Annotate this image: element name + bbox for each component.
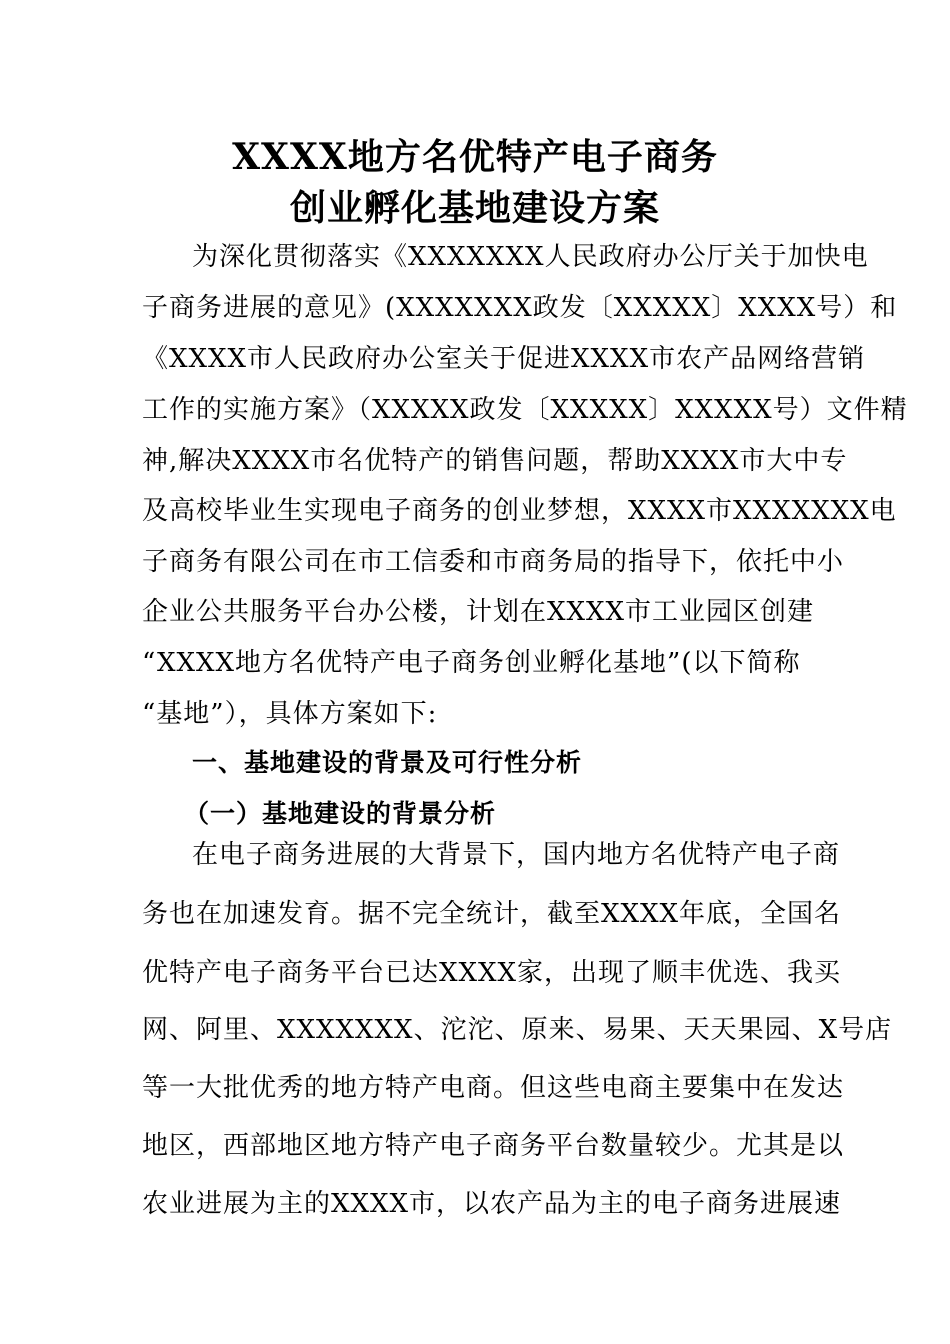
intro-paragraph-line: 子商务进展的意见》(XXXXXXX政发〔XXXXX〕XXXX号）和 — [142, 293, 898, 323]
body-paragraph-line: 网、阿里、XXXXXXX、沱沱、原来、易果、天天果园、X号店 — [142, 1015, 893, 1045]
body-paragraph-line: 在电子商务进展的大背景下，国内地方名优特产电子商 — [192, 840, 841, 870]
body-paragraph-line: 优特产电子商务平台已达XXXX家，出现了顺丰优选、我买 — [142, 958, 842, 988]
intro-paragraph-line: 《XXXX市人民政府办公室关于促进XXXX市农产品网络营销 — [142, 344, 866, 374]
intro-paragraph-line: 及高校毕业生实现电子商务的创业梦想，XXXX市XXXXXXX电 — [142, 496, 897, 526]
intro-paragraph-line: 工作的实施方案》（XXXXX政发〔XXXXX〕XXXXX号）文件精 — [142, 395, 908, 425]
intro-paragraph-line: 神,解决XXXX市名优特产的销售问题，帮助XXXX市大中专 — [142, 446, 848, 476]
intro-paragraph-line: “基地”），具体方案如下: — [142, 699, 438, 729]
document-title-line-2: 创业孵化基地建设方案 — [289, 187, 660, 229]
intro-paragraph-line: 为深化贯彻落实《XXXXXXX人民政府办公厅关于加快电 — [192, 242, 869, 272]
subsection-heading: （一）基地建设的背景分析 — [184, 799, 497, 828]
body-paragraph-line: 务也在加速发育。据不完全统计，截至XXXX年底，全国名 — [142, 899, 842, 929]
body-paragraph-line: 地区，西部地区地方特产电子商务平台数量较少。尤其是以 — [142, 1131, 845, 1161]
intro-paragraph-line: 子商务有限公司在市工信委和市商务局的指导下，依托中小 — [142, 547, 845, 577]
intro-paragraph-line: 企业公共服务平台办公楼，计划在XXXX市工业园区创建 — [142, 597, 815, 627]
body-paragraph-line: 等一大批优秀的地方特产电商。但这些电商主要集中在发达 — [142, 1073, 845, 1103]
document-title-line-1: XXXX地方名优特产电子商务 — [232, 136, 718, 178]
section-heading: 一、基地建设的背景及可行性分析 — [192, 748, 583, 777]
body-paragraph-line: 农业进展为主的XXXX市，以农产品为主的电子商务进展速 — [142, 1189, 842, 1219]
intro-paragraph-line: “XXXX地方名优特产电子商务创业孵化基地”(以下简称 — [142, 648, 801, 678]
